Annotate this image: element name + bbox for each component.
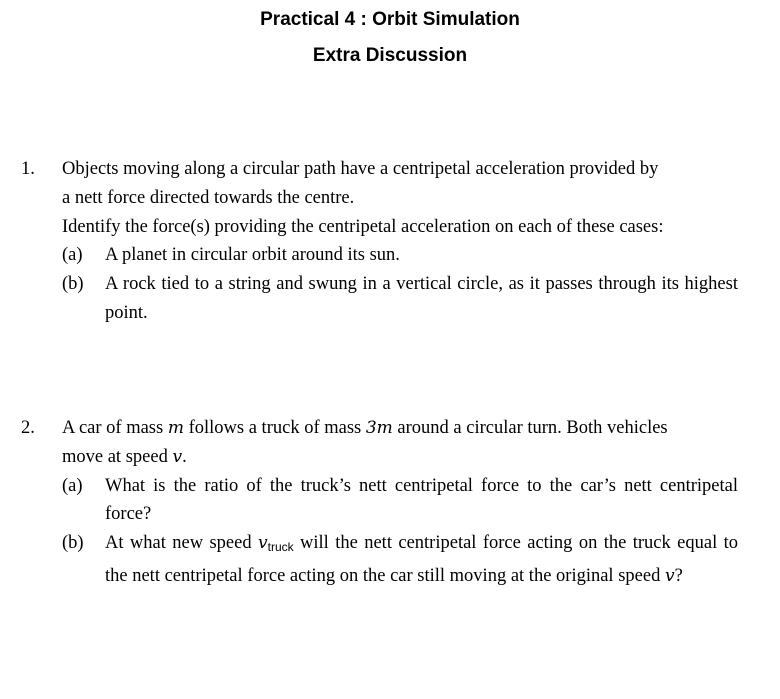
sub-question-a	[62, 241, 738, 270]
sub-question-text	[105, 529, 738, 591]
sub-question-text: A rock tied to a string and swung in a vertical circle, as it passes through its highest point.	[105, 274, 738, 323]
question-body	[62, 155, 738, 328]
page-title: Practical 4 : Orbit Simulation	[260, 9, 520, 30]
text-run: around a circular turn. Both vehicles	[392, 418, 668, 438]
sub-question-label: (a)	[62, 475, 83, 496]
text-run: follows a truck of mass	[183, 418, 366, 438]
mass-symbol: m	[167, 418, 184, 438]
sub-question-b	[62, 270, 738, 328]
speed-symbol: v	[258, 533, 268, 554]
question-body	[62, 414, 738, 591]
text-run: move at speed	[62, 446, 173, 467]
question-text-line: Objects moving along a circular path have a centripetal acceleration provided by	[62, 159, 659, 179]
sub-question-a	[62, 472, 738, 530]
question-text-line	[62, 414, 738, 443]
speed-symbol: v	[664, 565, 675, 586]
sub-question-label: (b)	[62, 274, 84, 295]
question-text-line: Identify the force(s) providing the centripetal acceleration on each of these cases:	[62, 216, 664, 237]
truck-subscript: truck	[267, 540, 294, 555]
text-run: .	[182, 446, 187, 467]
question-number: 2.	[21, 418, 35, 438]
truck-mass-symbol: 3m	[365, 418, 393, 438]
sub-question-b	[62, 529, 738, 591]
truck-speed-symbol	[258, 533, 294, 553]
text-run: At what new speed	[105, 533, 259, 554]
question-text-line	[62, 443, 738, 472]
sub-question-text: What is the ratio of the truck’s nett centripetal force to the car’s nett centripetal force?	[105, 475, 738, 525]
sub-question-label: (a)	[62, 245, 83, 266]
text-run: ?	[674, 565, 683, 586]
question-number: 1.	[21, 159, 35, 179]
page-subtitle: Extra Discussion	[312, 45, 468, 66]
speed-symbol: v	[172, 446, 183, 467]
question-text-line: a nett force directed towards the centre.	[62, 187, 355, 208]
text-run: will the nett centripetal force acting on the truck equal to the nett centripetal force acting on the car still moving at the original speed	[105, 533, 738, 586]
sub-question-label: (b)	[62, 533, 84, 554]
text-run: A car of mass	[62, 418, 168, 438]
sub-question-text: A planet in circular orbit around its sun.	[105, 245, 400, 266]
